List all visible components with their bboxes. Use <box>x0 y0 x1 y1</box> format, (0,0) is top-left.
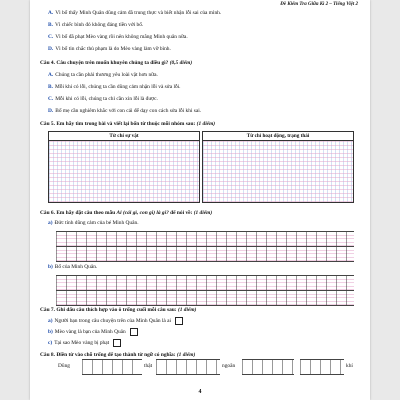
q8-blank-2[interactable] <box>156 359 220 375</box>
q5-col-things-header: Từ chỉ sự vật <box>49 132 199 141</box>
q7a-answer-box[interactable] <box>175 317 183 325</box>
q8-blank-1[interactable] <box>82 359 142 375</box>
q7b-answer-box[interactable] <box>130 328 138 336</box>
q4-option-d: D. Bố mẹ cần nghiêm khắc với con cái để dạy con cách sửa lỗi khi sai. <box>48 108 202 114</box>
q3-option-d: D. Vì bố tin chắc thủ phạm là do Mèo vàng làm vỡ bình. <box>48 46 171 52</box>
q8-word-2: thật <box>144 363 153 369</box>
q8-blank-4[interactable] <box>300 359 344 375</box>
worksheet-page <box>30 0 370 400</box>
q6b-writing-line-1[interactable] <box>56 275 354 291</box>
page-title: Đề Kiểm Tra Giữa Kì 2 – Tiếng Việt 2 <box>280 2 358 7</box>
q8-blank-3[interactable] <box>242 359 294 375</box>
q5-col-actions-header: Từ chỉ hoạt động, trạng thái <box>203 132 353 141</box>
question-8: Câu 8. Điền từ vào chỗ trống để tạo thành từ ngữ có nghĩa: (1 điểm) <box>40 352 196 358</box>
q4-option-b: B. Mỗi khi có lỗi, chúng ta cần dũng cảm nhận lỗi và sửa lỗi. <box>48 84 181 90</box>
q3-option-a: A. Vì bố thấy Minh Quân dũng cảm đã trung thực và biết nhận lỗi sai của mình. <box>48 10 222 16</box>
q5-grid-actions[interactable] <box>202 131 354 203</box>
q4-option-a: A. Chúng ta cần phải thương yêu loài vật hơn nữa. <box>48 72 158 78</box>
q8-word-3: ngoãn <box>222 363 236 369</box>
q7-item-b: b) Mèo vàng là bạn của Minh Quân <box>40 328 360 336</box>
q8-word-4: khí <box>346 363 353 369</box>
q7-item-a: a) Người bạn trong câu chuyện trên của Minh Quân là ai <box>40 317 360 325</box>
q6-item-a: a) Đức tính dũng cảm của bé Minh Quân. <box>48 220 139 226</box>
q6a-writing-line-2[interactable] <box>56 246 354 262</box>
question-7: Câu 7. Ghi dấu câu thích hợp vào ô trống cuối mỗi câu sau: (1 điểm) <box>40 307 197 313</box>
q3-option-c: C. Vì bố đã phạt Mèo vàng rồi nên không mắng Minh quân nữa. <box>48 34 188 40</box>
question-5: Câu 5. Em hãy tìm trong bài và viết lại bốn từ thuộc mỗi nhóm sau: (1 điểm) <box>40 121 216 127</box>
question-6: Câu 6. Em hãy đặt câu theo mẫu Ai (cái gì, con gì) là gì? để nói về: (1 điểm) <box>40 210 213 216</box>
page-number: 4 <box>198 389 202 395</box>
q7c-answer-box[interactable] <box>113 339 121 347</box>
q6a-writing-line-1[interactable] <box>56 231 354 247</box>
q4-option-c: C. Mỗi khi có lỗi, chúng ta chỉ cần xin lỗi là được. <box>48 96 158 102</box>
question-4: Câu 4. Câu chuyện trên muốn khuyên chúng ta điều gì? (0,5 điểm) <box>40 60 193 66</box>
q3-option-b: B. Vì chiếc bình đó không đáng tiền với bố. <box>48 22 144 28</box>
q7-item-c: c) Tại sao Mèo vàng bị phạt <box>40 339 360 347</box>
q6-item-b: b) Bố của Minh Quân. <box>48 264 98 270</box>
q8-word-1: Dũng <box>58 363 70 369</box>
q5-grid-things[interactable] <box>48 131 200 203</box>
q6b-writing-line-2[interactable] <box>56 290 354 306</box>
